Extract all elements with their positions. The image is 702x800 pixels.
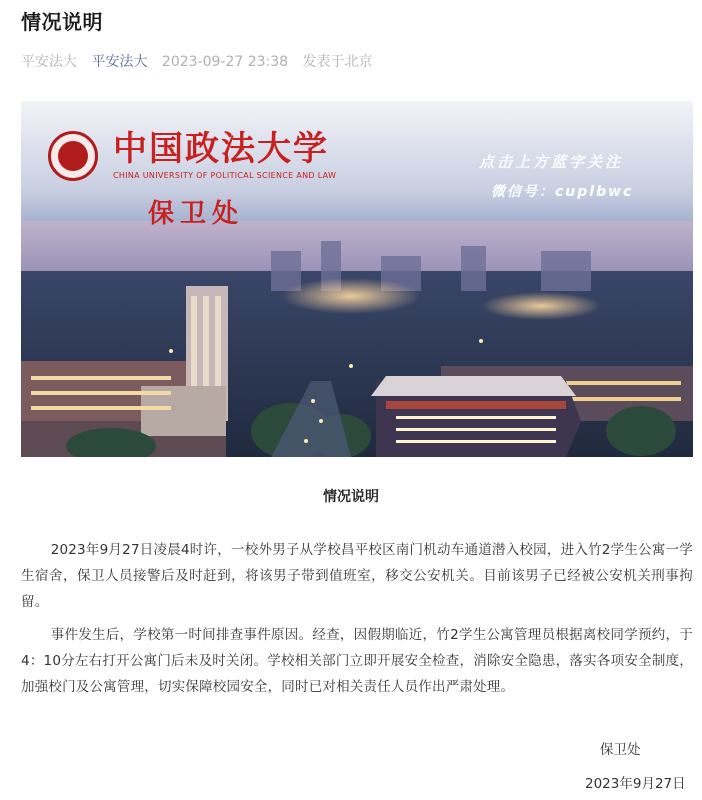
account-link[interactable]: 平安法大	[91, 54, 148, 70]
article-title: 情况说明	[21, 10, 103, 34]
notice-date: 2023年9月27日	[585, 776, 686, 792]
publish-time: 2023-09-27 23:38	[161, 54, 289, 70]
notice-heading: 情况说明	[323, 489, 379, 505]
notice-paragraph-2: 事件发生后，学校第一时间排查事件原因。经查，因假期临近，竹2学生公寓管理员根据离校同学预约，于4：10分左右打开公寓门后未及时关闭。学校相关部门立即开展安全检查，消除安全隐患，落实各项安全制度，加强校门及公寓管理，切实保障校园安全，同时已对相关责任人员作出严肃处理。	[21, 627, 693, 695]
notice-signature: 保卫处	[600, 742, 641, 758]
university-name-cn: 中国政法大学	[113, 129, 329, 169]
article-meta	[21, 51, 383, 71]
notice-paragraph-1: 2023年9月27日凌晨4时许，一校外男子从学校昌平校区南门机动车通道潜入校园，进入竹2学生公寓一学生宿舍，保卫人员接警后及时赶到，将该男子带到值班室，移交公安机关。目前该男子已经被公安机关刑事拘留。	[21, 542, 693, 610]
department-name: 保卫处	[148, 199, 245, 229]
header-banner-image	[21, 101, 693, 457]
publish-location: 发表于北京	[302, 54, 373, 70]
university-name-en: CHINA UNIVERSITY OF POLITICAL SCIENCE AND LAW	[113, 171, 337, 180]
wechat-id: 微信号：cuplbwc	[491, 184, 634, 200]
university-seal-icon	[48, 131, 98, 181]
follow-hint: 点击上方蓝字关注	[479, 153, 624, 171]
author-name: 平安法大	[21, 54, 77, 70]
